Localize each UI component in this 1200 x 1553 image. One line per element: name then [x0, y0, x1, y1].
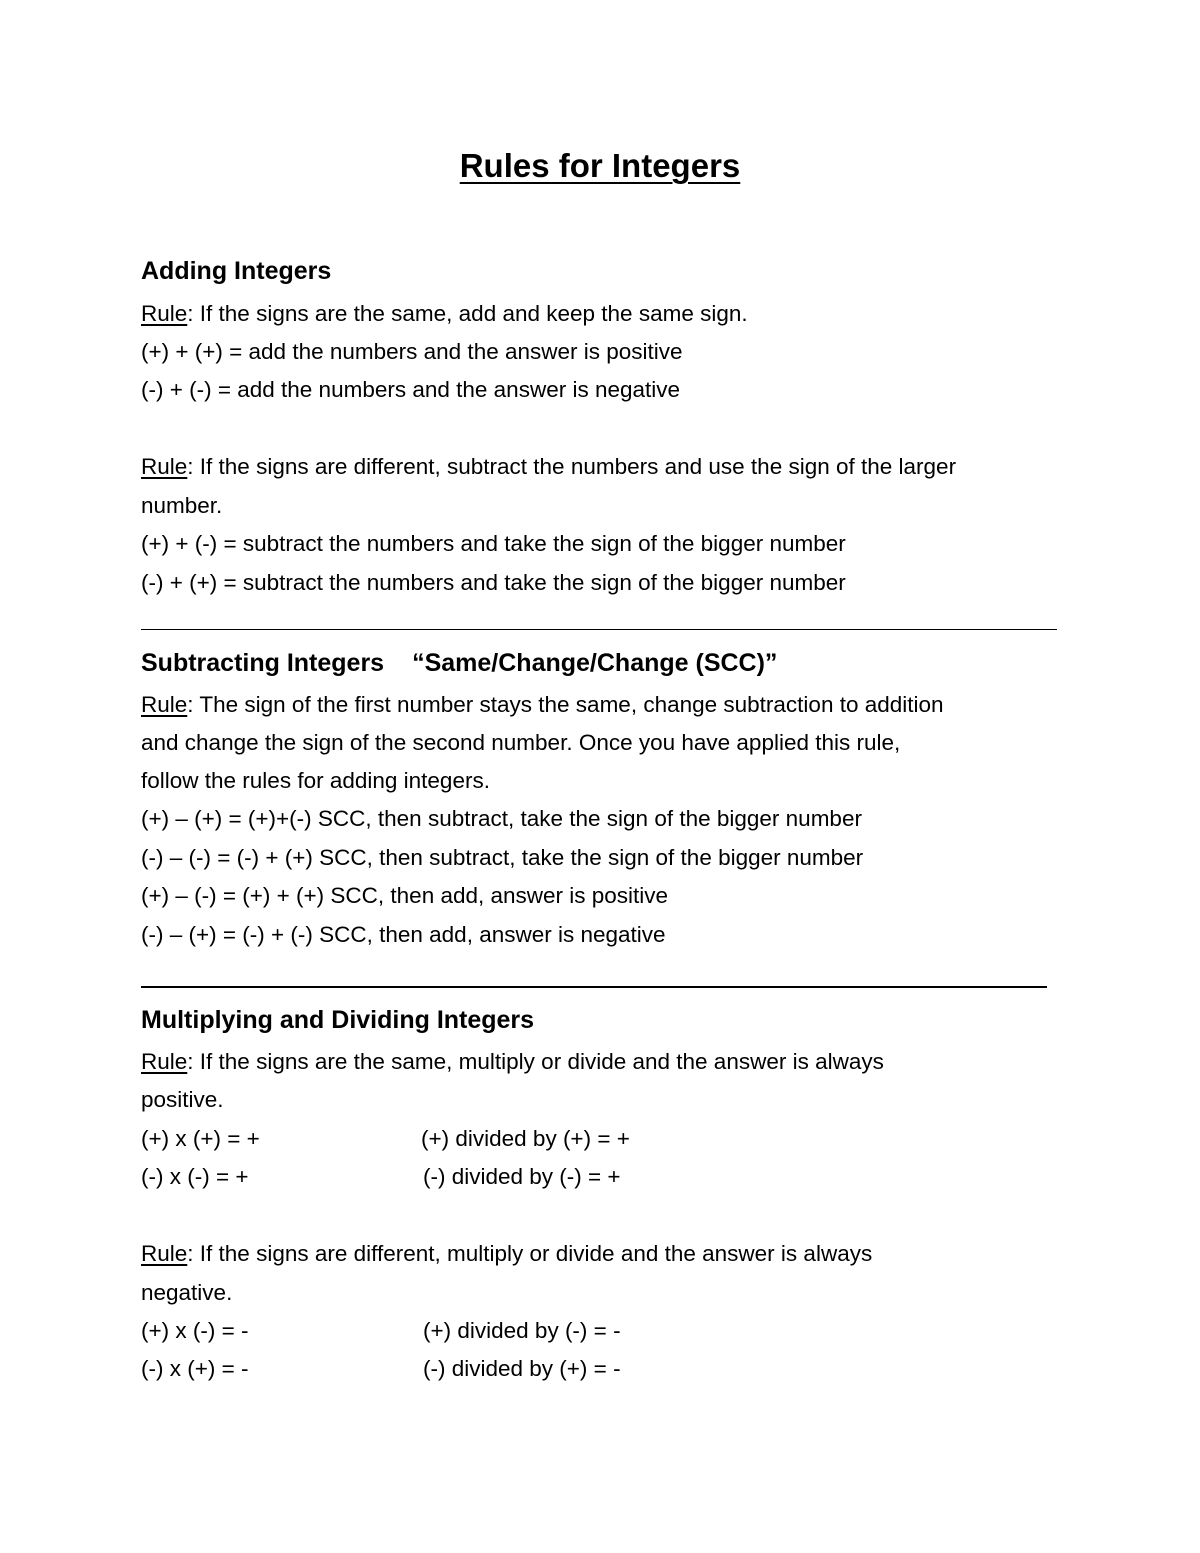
rule-text: : The sign of the first number stays the same, change subtraction to addition: [187, 692, 944, 717]
subtracting-heading-quote: “Same/Change/Change (SCC)”: [412, 649, 778, 677]
rule-label: Rule: [141, 1049, 188, 1074]
adding-example: (+) + (-) = subtract the numbers and take the sign of the bigger number: [141, 531, 846, 556]
subtracting-rule-continued: follow the rules for adding integers.: [141, 768, 490, 793]
subtracting-heading: [141, 648, 777, 678]
adding-rule2-continued: number.: [141, 493, 223, 518]
multiplying-rule1: [141, 1048, 884, 1076]
adding-heading: Adding Integers: [141, 257, 332, 285]
multiplying-rule1-continued: positive.: [141, 1087, 224, 1112]
multiply-example: (+) x (-) = -: [141, 1318, 249, 1343]
subtracting-example: (-) – (+) = (-) + (-) SCC, then add, answer is negative: [141, 922, 666, 947]
adding-rule1: [141, 300, 748, 328]
rule-text: : If the signs are the same, multiply or divide and the answer is always: [187, 1049, 884, 1074]
rule-label: Rule: [141, 301, 188, 326]
rule-text: : If the signs are different, multiply or divide and the answer is always: [187, 1241, 873, 1266]
page-title: Rules for Integers: [459, 147, 741, 184]
adding-example: (+) + (+) = add the numbers and the answer is positive: [141, 339, 683, 364]
divide-example: (+) divided by (+) = +: [421, 1126, 630, 1151]
section-divider: [141, 629, 1057, 630]
section-divider: [141, 986, 1047, 988]
subtracting-example: (+) – (+) = (+)+(-) SCC, then subtract, take the sign of the bigger number: [141, 806, 862, 831]
subtracting-rule: [141, 691, 944, 719]
multiplying-heading: Multiplying and Dividing Integers: [141, 1006, 535, 1034]
rule-label: Rule: [141, 692, 188, 717]
divide-example: (-) divided by (-) = +: [423, 1164, 621, 1189]
subtracting-rule-continued: and change the sign of the second number. Once you have applied this rule,: [141, 730, 901, 755]
adding-example: (-) + (+) = subtract the numbers and take the sign of the bigger number: [141, 570, 846, 595]
rule-label: Rule: [141, 454, 188, 479]
multiply-example: (-) x (+) = -: [141, 1356, 249, 1381]
multiplying-rule2: [141, 1240, 872, 1268]
multiplying-rule2-continued: negative.: [141, 1280, 233, 1305]
adding-rule2: [141, 453, 956, 481]
subtracting-example: (-) – (-) = (-) + (+) SCC, then subtract, take the sign of the bigger number: [141, 845, 864, 870]
rule-text: : If the signs are different, subtract the numbers and use the sign of the larger: [187, 454, 957, 479]
rule-label: Rule: [141, 1241, 188, 1266]
subtracting-heading-title: Subtracting Integers: [141, 649, 385, 677]
divide-example: (+) divided by (-) = -: [423, 1318, 621, 1343]
adding-example: (-) + (-) = add the numbers and the answer is negative: [141, 377, 681, 402]
subtracting-example: (+) – (-) = (+) + (+) SCC, then add, answer is positive: [141, 883, 669, 908]
multiply-example: (-) x (-) = +: [141, 1164, 249, 1189]
rule-text: : If the signs are the same, add and keep the same sign.: [187, 301, 748, 326]
divide-example: (-) divided by (+) = -: [423, 1356, 621, 1381]
multiply-example: (+) x (+) = +: [141, 1126, 260, 1151]
